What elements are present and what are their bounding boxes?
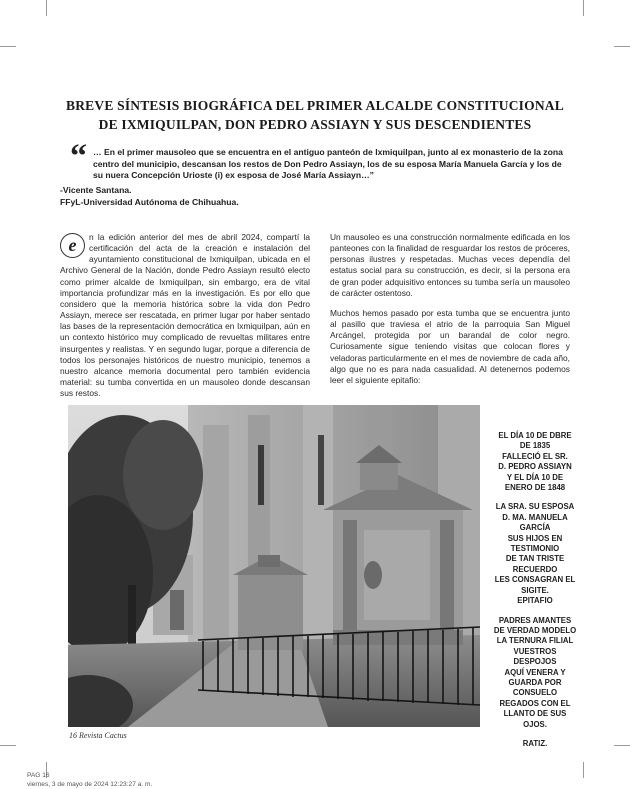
epitaph-line: DE 1835 [519,441,551,451]
epitaph-line: TESTIMONIO [510,544,560,554]
epitaph-line: EL DÍA 10 DE DBRE [498,431,572,440]
crop-mark-top-left-h [0,46,16,47]
article-title [40,96,590,134]
footer-page-label: PAG 16 [27,772,50,779]
article-title-line-2: DE IXMIQUILPAN, DON PEDRO ASSIAYN Y SUS DESCENDIENTES [98,117,532,132]
body-column-left [60,232,310,408]
mausoleum-photo-illustration [68,405,480,727]
epitaph-line: D. MA. MANUELA [502,512,568,522]
epitaph-line: D. PEDRO ASSIAYN [498,462,572,472]
epitaph-line: LLANTO DE SUS [503,709,567,719]
page-number-caption: 16 Revista Cactus [69,731,127,740]
quote-mark-icon: “ [70,138,87,175]
epitaph-line: REGADOS CON EL [499,698,571,708]
crop-mark-bottom-right-v [583,762,584,778]
epitaph-line: SUS HIJOS EN [507,533,563,543]
epitaph-stanza-2 [482,502,588,606]
body-paragraph: Un mausoleo es una construcción normalmente edificada en los panteones con la finalidad de resguardar los restos de próceres, personas ilustres y respetadas. Muchas veces dependía del estatus social para su construcción, es decir, si la persona era de gran poder adquisitivo entonces su tumba sería un mausoleo de carácter ostentoso. [330,232,570,298]
epitaph-line: LA SRA. SU ESPOSA [495,502,575,512]
epitaph-stanza-1 [482,431,588,493]
epitaph-line: DE VERDAD MODELO [493,625,577,635]
crop-mark-top-right-h [614,46,630,47]
article-title-line-1: BREVE SÍNTESIS BIOGRÁFICA DEL PRIMER ALCALDE CONSTITUCIONAL [66,98,564,113]
epitaph-line: EPITAFIO [517,596,553,606]
epitaph-line: DESPOJOS [513,657,557,667]
epitaph-line: GARCÍA [519,523,551,533]
mausoleum-photo [68,405,480,727]
epitaph-signature: RATIZ. [522,738,548,748]
epitaph-line: AQUÍ VENERA Y [504,667,566,677]
body-paragraph [60,232,310,399]
epitaph-line: DE TAN TRISTE [505,554,565,564]
epitaph-line: OJOS. [523,719,547,729]
quote-author-name: -Vicente Santana. [60,185,132,195]
epitaph-line: SIGITE. [521,585,549,595]
epitaph-line: ENERO DE 1848 [504,483,566,493]
epitaph-text [482,431,588,749]
epitaph-line: LES CONSAGRAN EL [494,575,576,585]
body-paragraph-text: n la edición anterior del mes de abril 2024, compartí la certificación del acta de la creación e instalación del ayuntamiento constitucional de Ixmiquilpan, ubicada en el Archivo General de la Nación, donde Pedro Assiayn resultó electo como primer alcalde de Ixmiquilpan, sin embargo, era de vital importancia profundizar más en la investigación. Es por ello que considero que la memoria histórica sobre la vida don Pedro Assiayn, merece ser rescatada, en primer lugar por haber sentado las bases de la representación democrática en Ixmiquilpan, aún en un contexto histórico muy complicado de revueltas militares entre insurgentes y realistas. Y en segundo lugar, porque a diferencia de todos los personajes históricos de nuestro municipio, tenemos a nuestro alcance memoria documental pero también evidencia material: su tumba convertida en un mausoleo donde descansan sus restos. [60,232,310,399]
epitaph-line: CONSUELO [512,688,558,698]
epitaph-line: GUARDA POR [508,677,562,687]
body-paragraph: Muchos hemos pasado por esta tumba que se encuentra junto al pasillo que traviesa el atrio de la parroquia San Miguel Arcángel, protegida por un barandal de color negro. Curiosamente sigue teniendo visitas que colocan flores y veladoras particularmente en el mes de noviembre de cada año, algo que no es para nada casualidad. Al detenernos podemos leer el siguiente epitafio: [330,307,570,385]
epitaph-line: VUESTROS [513,646,557,656]
quote-author-affiliation: FFyL-Universidad Autónoma de Chihuahua. [60,196,239,207]
epitaph-line: PADRES AMANTES [498,615,572,625]
epitaph-stanza-3 [482,616,588,730]
crop-mark-bottom-left-h [0,745,16,746]
footer-timestamp: viernes, 3 de mayo de 2024 12:23:27 a. m. [27,781,153,788]
epitaph-line: Y EL DÍA 10 DE [506,472,564,482]
epitaph-line: FALLECIÓ EL SR. [502,451,568,461]
drop-cap: e [60,233,85,258]
epitaph-line: RECUERDO [512,564,558,574]
crop-mark-top-left-v [46,0,47,16]
quote-attribution [60,185,239,208]
epigraph-quote: … En el primer mausoleo que se encuentra en el antiguo panteón de Ixmiquilpan, junto al ex monasterio de la zona centro del municipio, descansan los restos de Don Pedro Assiayn, los de su esposa María Manuela García y los de su nuera Concepción Urioste (i) ex esposa de José María Assiayn…” [93,147,563,180]
crop-mark-top-right-v [583,0,584,16]
body-column-right [330,232,570,395]
crop-mark-bottom-right-h [614,745,630,746]
epitaph-line: LA TERNURA FILIAL [496,636,574,646]
